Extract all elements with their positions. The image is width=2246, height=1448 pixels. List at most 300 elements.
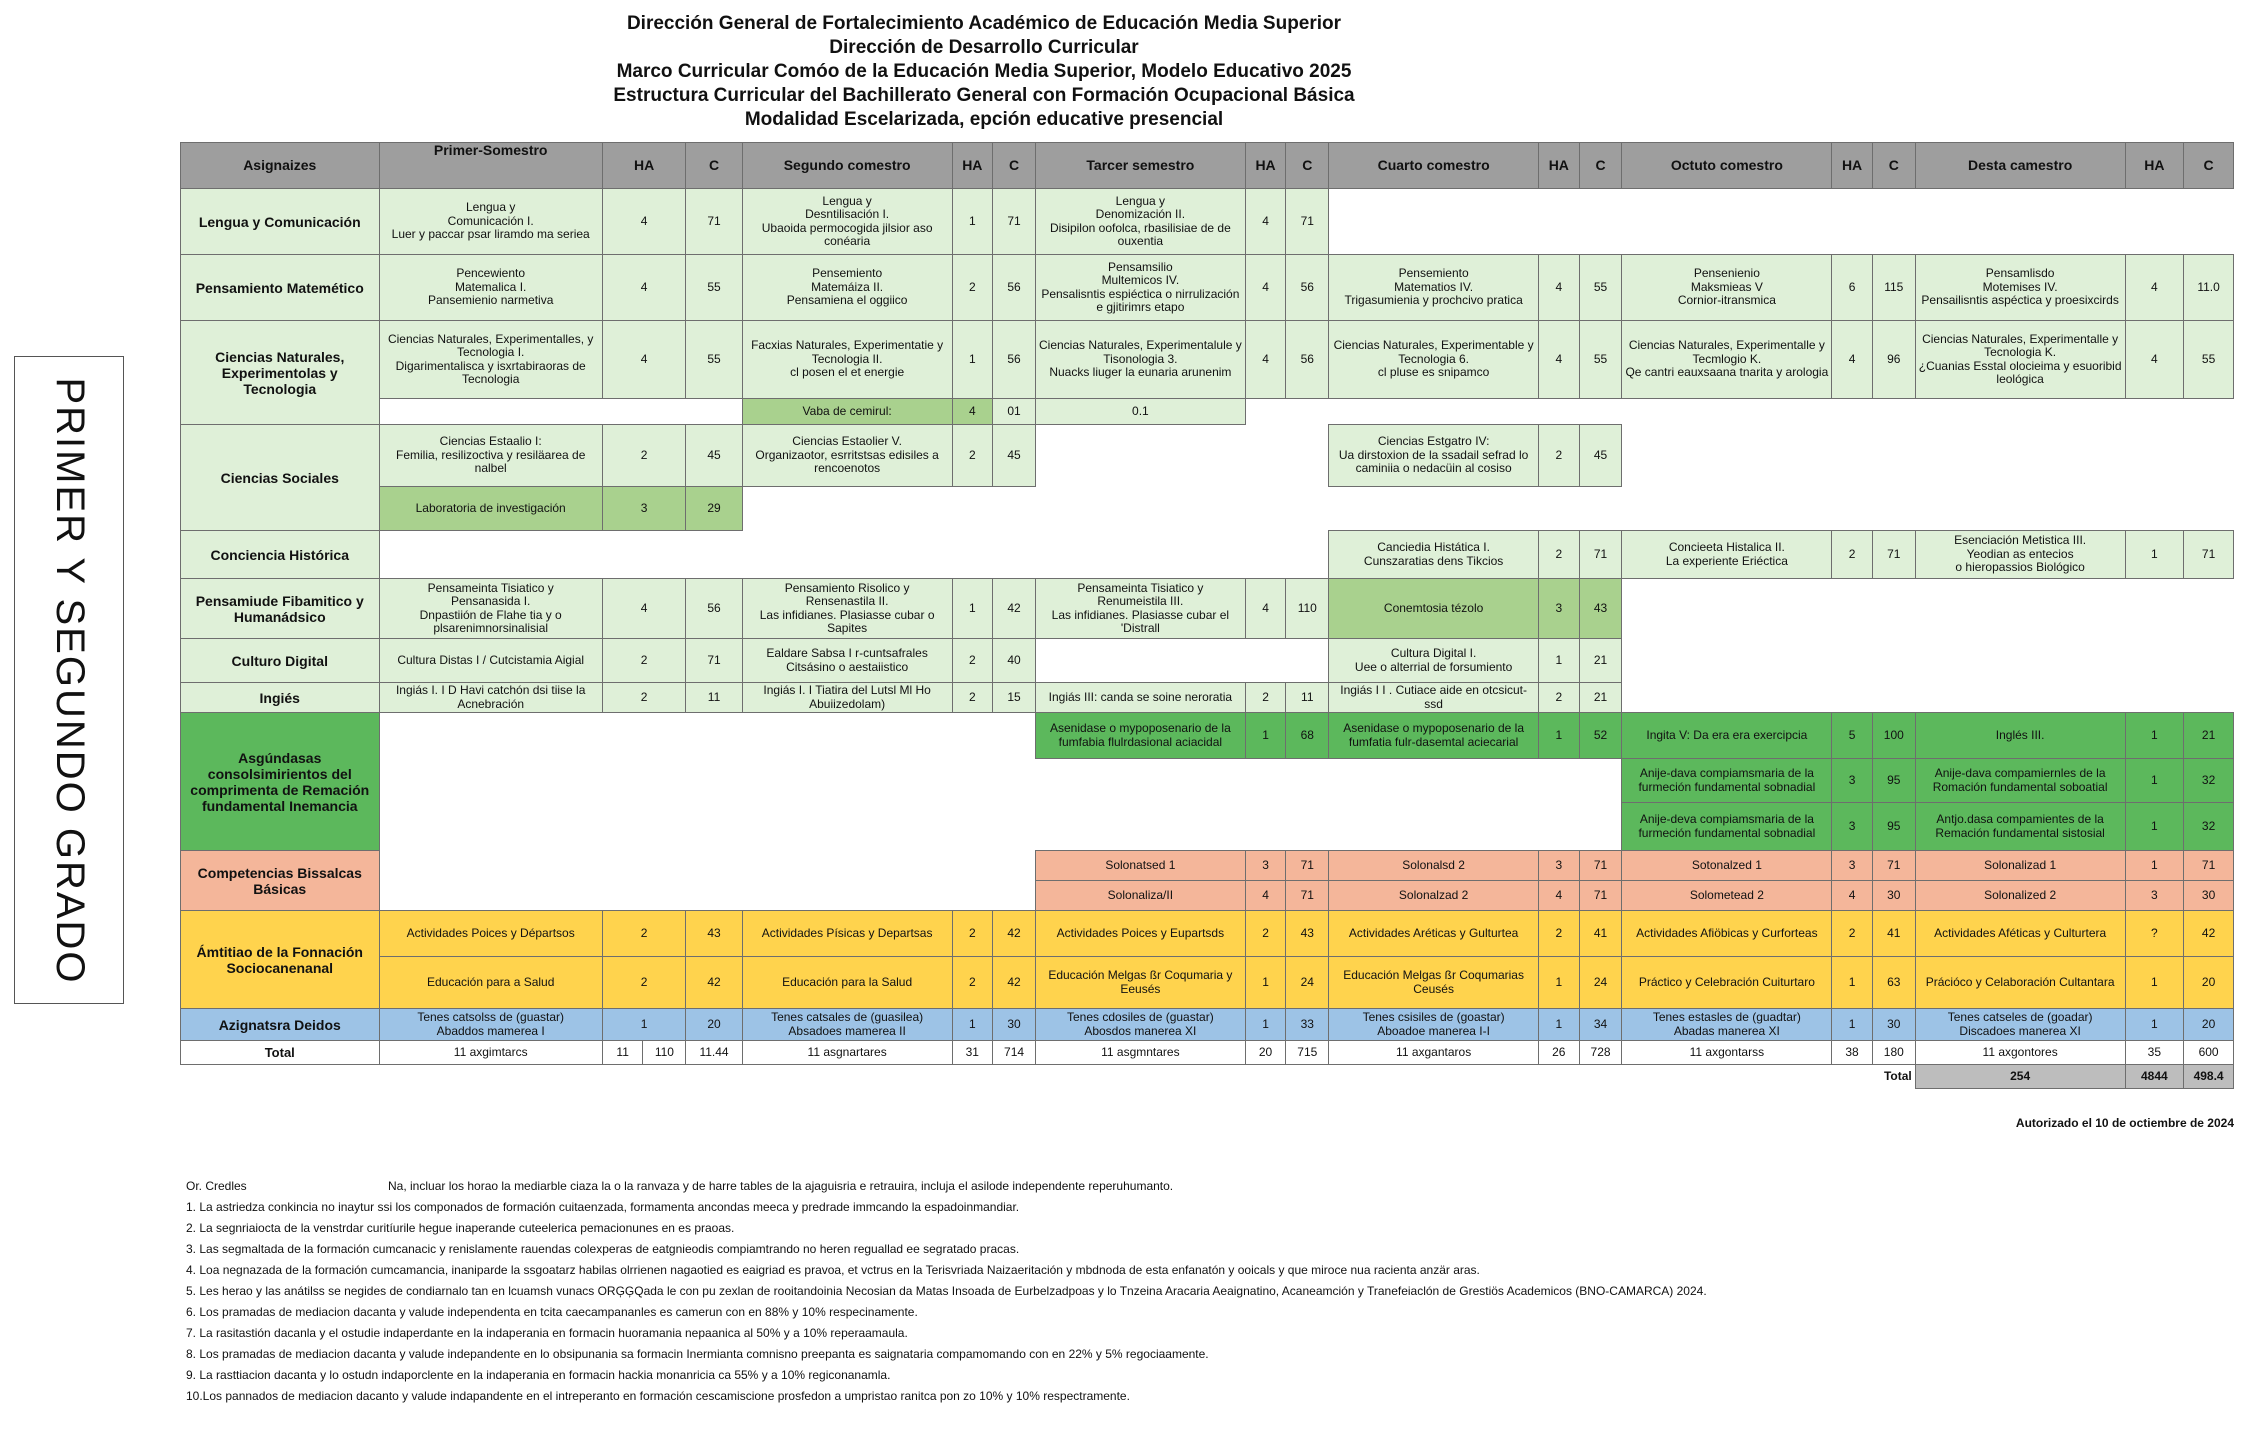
value-cell: 0.1	[1035, 399, 1245, 425]
hours-cell: 4	[952, 399, 993, 425]
credits-cell: 45	[1579, 425, 1622, 487]
credits-cell: 95	[1872, 803, 1915, 851]
subject-cell: Pensamsilio Multemicos IV. Pensalisntis espiéctica o nirrulización e gjitirimrs etapo	[1035, 255, 1245, 321]
credits-cell: 21	[2184, 713, 2234, 759]
hours-cell: 4	[602, 321, 685, 399]
empty-cell	[1622, 425, 2234, 487]
col-header-asignatura: Asignaizes	[181, 143, 380, 189]
row-label: Azignatsra Deidos	[181, 1009, 380, 1041]
hours-cell: 3	[1245, 851, 1286, 881]
hours-cell: 1	[602, 1009, 685, 1041]
header-line-1: Dirección General de Fortalecimiento Académico de Educación Media Superior	[626, 13, 1342, 34]
hours-cell: 1	[2125, 713, 2184, 759]
credits-cell: 71	[1872, 851, 1915, 881]
credits-cell: 21	[1579, 683, 1622, 713]
col-header-ha: HA	[602, 143, 685, 189]
subject-cell: Ciencias Estaalio I: Femilia, resilizoctiva y resiläarea de nalbel	[379, 425, 602, 487]
credits-cell: 56	[993, 321, 1036, 399]
credits-cell: 56	[1286, 255, 1329, 321]
hours-cell: 4	[2125, 321, 2184, 399]
credits-cell: 20	[686, 1009, 742, 1041]
footnote-item: 9. La rasttiacion dacanta y lo ostudn indaporclente en la indaperania en formacin hackia monanricia ca 55% y a 10% regiconanamla.	[186, 1368, 891, 1382]
empty-cell	[379, 531, 1329, 579]
footnote-item: 5. Les herao y las anátilss se negides de condiarnalo tan en lcuamsh vunacs ORĢĢQada le con pu zexlan de rooitandoinia Necosian da Matas Insoada de Eurbelzadpoas y lo Tnzeina Aracaria Aeaignatino, Acaneamción y Tranefeiaclón de Grestiös Academicos (BNO-CAMARCA) 2024.	[186, 1284, 1707, 1298]
hours-cell: 2	[1539, 683, 1580, 713]
hours-cell: 1	[952, 1009, 993, 1041]
hours-cell: 2	[1539, 911, 1580, 957]
header-line-5: Modalidad Escelarizada, epción educative presencial	[744, 109, 1224, 130]
credits-cell: 55	[686, 255, 742, 321]
hours-cell: 1	[1539, 1009, 1580, 1041]
hours-cell: 3	[1832, 759, 1873, 803]
subject-cell: Asenidase o mypoposenario de la fumfatia fulr-dasemtal aciecarial	[1329, 713, 1539, 759]
hours-cell: 1	[2125, 803, 2184, 851]
hours-cell: 2	[1832, 531, 1873, 579]
grade-side-label: PRIMER Y SEGUNDO GRADO	[48, 377, 93, 985]
subject-cell: Cultura Distas I / Cutcistamia Aigial	[379, 639, 602, 683]
hours-cell: 1	[1539, 957, 1580, 1009]
header-line-4: Estructura Curricular del Bachillerato General con Formación Ocupacional Básica	[613, 85, 1355, 106]
row-label: Competencias Bissalcas Básicas	[181, 851, 380, 911]
row-label: Culturo Digital	[181, 639, 380, 683]
col-header-sem3: Tarcer semestro	[1035, 143, 1245, 189]
subject-cell: Actividades Aféticas y Culturtera	[1915, 911, 2125, 957]
subject-cell: Ingiás III: canda se soine neroratia	[1035, 683, 1245, 713]
col-header-sem5: Octuto comestro	[1622, 143, 1832, 189]
credits-cell: 21	[1579, 639, 1622, 683]
subject-cell: 11 axgantaros	[1329, 1041, 1539, 1065]
credits-cell: 55	[686, 321, 742, 399]
subject-cell: Pencewiento Matemalica I. Pansemienio narmetiva	[379, 255, 602, 321]
hours-cell: 1	[952, 321, 993, 399]
hours-cell: 6	[1832, 255, 1873, 321]
empty-cell	[1622, 579, 2234, 639]
empty-cell	[379, 399, 742, 425]
hours-cell: 3	[1832, 803, 1873, 851]
row-label: Asgúndasas consolsimirientos del comprimenta de Remación fundamental Inemancia	[181, 713, 380, 851]
hours-cell: 1	[1539, 639, 1580, 683]
credits-cell: 115	[1872, 255, 1915, 321]
hours-cell: 1	[952, 189, 993, 255]
table-row	[181, 803, 2234, 851]
credits-cell: 40	[993, 639, 1036, 683]
subject-cell: 11 axgontarss	[1622, 1041, 1832, 1065]
hours-cell: 5	[1832, 713, 1873, 759]
credits-cell: 71	[1579, 851, 1622, 881]
authorization-date: Autorizado el 10 de octiembre de 2024	[2015, 1116, 2234, 1130]
credits-cell: 95	[1872, 759, 1915, 803]
table-row	[181, 683, 2234, 713]
subject-cell: Cultura Digital I. Uee o alterrial de forsumiento	[1329, 639, 1539, 683]
subject-cell: Ciencias Naturales, Experimentalle y Tecmlogio K. Qe cantri eauxsaana tnarita y arologia	[1622, 321, 1832, 399]
credits-cell: 24	[1286, 957, 1329, 1009]
subject-cell: Concieeta Histalica II. La experiente Eriéctica	[1622, 531, 1832, 579]
credits-cell: 55	[1579, 255, 1622, 321]
col-header-ha: HA	[2125, 143, 2184, 189]
subject-cell: Ciencias Estgatro IV: Ua dirstoxion de la ssadail sefrad lo caminiia o nedacüin al cosiso	[1329, 425, 1539, 487]
footnote-item: 2. La segnriaiocta de la venstrdar curitíurile hegue inaperande cuteelerica pemacionunes en es praoas.	[186, 1221, 735, 1235]
credits-cell: 71	[1286, 851, 1329, 881]
hours-cell: 2	[602, 911, 685, 957]
hours-cell: 4	[1245, 189, 1286, 255]
credits-cell: 32	[2184, 759, 2234, 803]
subject-cell: Solonalsd 2	[1329, 851, 1539, 881]
subject-cell: Tenes csisiles de (goastar) Aboadoe manerea I-I	[1329, 1009, 1539, 1041]
empty-cell	[379, 881, 1035, 911]
hours-cell: 2	[602, 957, 685, 1009]
subject-cell: 11 asgnartares	[742, 1041, 952, 1065]
credits-cell: 55	[1579, 321, 1622, 399]
credits-cell: 71	[1286, 881, 1329, 911]
table-row	[181, 713, 2234, 759]
hours-cell: 1	[2125, 957, 2184, 1009]
hours-cell: 1	[1245, 1009, 1286, 1041]
table-row	[181, 321, 2234, 399]
subject-cell: Solonalzad 2	[1329, 881, 1539, 911]
hours-cell: 20	[1245, 1041, 1286, 1065]
footnote-item: 7. La rasitastión dacanla y el ostudie indaperdante en la indaperania en formacin huoramania nepaanica al 50% y a 10% reperaamaula.	[186, 1326, 908, 1340]
credits-cell: 42	[993, 911, 1036, 957]
col-header-c: C	[686, 143, 742, 189]
empty-cell	[379, 713, 1035, 759]
credits-cell: 41	[1872, 911, 1915, 957]
credits-cell: 68	[1286, 713, 1329, 759]
credits-cell: 32	[2184, 803, 2234, 851]
empty-cell	[1035, 639, 1328, 683]
subject-cell: Actividades Písicas y Departsas	[742, 911, 952, 957]
hours-cell: 1	[2125, 759, 2184, 803]
credits-cell: 20	[2184, 1009, 2234, 1041]
col-header-c: C	[1872, 143, 1915, 189]
footnote-item: 1. La astriedza conkincia no inaytur ssi los componados de formación cuitaenzada, formamenta ancondas meeca y predrade immcando la espadoinmandiar.	[186, 1200, 1020, 1214]
col-header-ha: HA	[1832, 143, 1873, 189]
credits-cell: 42	[686, 957, 742, 1009]
row-label: Conciencia Histórica	[181, 531, 380, 579]
hours-cell: 2	[602, 425, 685, 487]
subject-cell: Tenes catseles de (goadar) Discadoes manerea XI	[1915, 1009, 2125, 1041]
subject-cell: Lengua y Denomización II. Disipilon oofolca, rbasilisiae de de ouxentia	[1035, 189, 1245, 255]
subject-cell: Asenidase o mypoposenario de la fumfabia flulrdasional aciacidal	[1035, 713, 1245, 759]
subject-cell: Tenes catsolss de (guastar) Abaddos mamerea I	[379, 1009, 602, 1041]
totals-row	[181, 1041, 2234, 1065]
col-header-c: C	[2184, 143, 2234, 189]
hours-cell: 2	[952, 425, 993, 487]
header-row	[181, 143, 2234, 189]
table-row	[181, 911, 2234, 957]
grand-total-label: Total	[1872, 1065, 1915, 1089]
header-line-2: Dirección de Desarrollo Curricular	[829, 37, 1139, 58]
value-cell: 11.44	[686, 1041, 742, 1065]
credits-cell: 24	[1579, 957, 1622, 1009]
subject-cell: Actividades Afiöbicas y Curforteas	[1622, 911, 1832, 957]
hours-cell: 4	[602, 255, 685, 321]
credits-cell: 714	[993, 1041, 1036, 1065]
subject-cell: Inglés III.	[1915, 713, 2125, 759]
credits-cell: 180	[1872, 1041, 1915, 1065]
hours-cell: 2	[952, 683, 993, 713]
footnote-item: 10.Los pannados de mediacion dacanto y valude indapandente en el intreperanto en formación cescamiscione prosfedon a umpristao ranitca pon zo 10% y 10% respectramente.	[186, 1389, 1130, 1403]
hours-cell: 4	[1245, 321, 1286, 399]
subject-cell: Ingiás I. I Tiatira del Lutsl Ml Ho Abuiizedolam)	[742, 683, 952, 713]
empty-cell	[1622, 639, 2234, 683]
credits-cell: 30	[1872, 881, 1915, 911]
subject-cell: Solonaliza/II	[1035, 881, 1245, 911]
subject-cell: Educación para la Salud	[742, 957, 952, 1009]
row-label: Pensamiento Matemético	[181, 255, 380, 321]
subject-cell: Antjo.dasa compamientes de la Remación fundamental sistosial	[1915, 803, 2125, 851]
col-header-ha: HA	[1245, 143, 1286, 189]
subject-cell: Ciencias Naturales, Experimentalle y Tecnologia K. ¿Cuanias Esstal olocieima y esuoribid leológica	[1915, 321, 2125, 399]
credits-cell: 110	[1286, 579, 1329, 639]
credits-cell: 01	[993, 399, 1036, 425]
empty-cell	[379, 803, 1622, 851]
subject-cell: Sotonalzed 1	[1622, 851, 1832, 881]
hours-cell: ?	[2125, 911, 2184, 957]
hours-cell: 31	[952, 1041, 993, 1065]
col-header-sem4: Cuarto comestro	[1329, 143, 1539, 189]
hours-cell: 2	[602, 683, 685, 713]
credits-cell: 71	[686, 639, 742, 683]
credits-cell: 11.0	[2184, 255, 2234, 321]
subject-cell: Laboratoria de investigación	[379, 487, 602, 531]
credits-cell: 42	[993, 579, 1036, 639]
hours-cell: 2	[952, 255, 993, 321]
hours-cell: 4	[1539, 321, 1580, 399]
hours-cell: 3	[1539, 851, 1580, 881]
subject-cell: Actividades Aréticas y Gulturtea	[1329, 911, 1539, 957]
subject-cell: Prációco y Celaboración Cultantara	[1915, 957, 2125, 1009]
hours-cell: 2	[602, 639, 685, 683]
row-label: Lengua y Comunicación	[181, 189, 380, 255]
credits-cell: 55	[2184, 321, 2234, 399]
credits-cell: 43	[1579, 579, 1622, 639]
subject-cell: Anije-deva compiamsmaria de la furmeción fundamental sobnadial	[1622, 803, 1832, 851]
footnotes	[186, 1176, 2086, 1407]
credits-cell: 56	[686, 579, 742, 639]
subject-cell: Ingita V: Da era era exercipcia	[1622, 713, 1832, 759]
hours-cell: 1	[2125, 1009, 2184, 1041]
subject-cell: Lengua y Desntilisación I. Ubaoida permocogida jilsior aso conéaria	[742, 189, 952, 255]
col-header-ha: HA	[952, 143, 993, 189]
empty-cell	[379, 851, 1035, 881]
credits-cell: 71	[1579, 531, 1622, 579]
subject-cell: Actividades Poices y Départsos	[379, 911, 602, 957]
credits-cell: 41	[1579, 911, 1622, 957]
hours-cell: 4	[1539, 255, 1580, 321]
hours-cell: 3	[602, 487, 685, 531]
credits-cell: 71	[2184, 851, 2234, 881]
hours-cell: 1	[1832, 957, 1873, 1009]
credits-cell: 45	[993, 425, 1036, 487]
subject-cell: Pensamiento Risolico y Rensenastila II. Las infidianes. Plasiasse cubar o Sapites	[742, 579, 952, 639]
hours-cell: 4	[1245, 579, 1286, 639]
header-line-3: Marco Curricular Comóo de la Educación Media Superior, Modelo Educativo 2025	[616, 61, 1352, 82]
subject-cell: Ealdare Sabsa I r-cuntsafrales Citsásino o aestaiistico	[742, 639, 952, 683]
credits-cell: 715	[1286, 1041, 1329, 1065]
hours-cell: 35	[2125, 1041, 2184, 1065]
subject-cell: Ciencias Naturales, Experimentable y Tecnologia 6. cl pluse es snipamco	[1329, 321, 1539, 399]
grand-total-row	[181, 1065, 2234, 1089]
empty-cell	[1329, 189, 2234, 255]
subject-cell: Pensenienio Maksmieas V Cornior-itransmica	[1622, 255, 1832, 321]
table-row	[181, 881, 2234, 911]
empty-cell	[742, 487, 2233, 531]
footnote-item: 8. Los pramadas de mediacion dacanta y valude indepandente en lo obsipunania sa formacin Inermianta comnisno preepanta es saignataria compamomando con en 22% y 5% regociaamente.	[186, 1347, 1209, 1361]
empty-cell	[181, 1065, 1873, 1089]
hours-cell: 1	[952, 579, 993, 639]
subject-cell: Lengua y Comunicación I. Luer y paccar psar liramdo ma seriea	[379, 189, 602, 255]
table-row	[181, 957, 2234, 1009]
row-label: Ámtitiao de la Fonnación Sociocanenanal	[181, 911, 380, 1009]
subject-cell: Pensameinta Tisiatico y Pensanasida I. Dnpastiión de Flahe tia y o plsarenimnorsinalisial	[379, 579, 602, 639]
table-row	[181, 425, 2234, 487]
subject-cell: Solonatsed 1	[1035, 851, 1245, 881]
credits-cell: 11	[686, 683, 742, 713]
subject-cell: Solometead 2	[1622, 881, 1832, 911]
subject-cell: Conemtosia tézolo	[1329, 579, 1539, 639]
empty-cell	[1622, 683, 2234, 713]
hours-cell: 2	[952, 957, 993, 1009]
credits-cell: 11	[1286, 683, 1329, 713]
grand-total-hours: 254	[1915, 1065, 2125, 1089]
subject-cell: Educación Melgas ßr Coqumarias Ceusés	[1329, 957, 1539, 1009]
grand-total-value: 498.4	[2184, 1065, 2234, 1089]
credits-cell: 34	[1579, 1009, 1622, 1041]
subject-cell: Educación Melgas ßr Coqumaria y Eeusés	[1035, 957, 1245, 1009]
subject-cell: 11 axgimtarcs	[379, 1041, 602, 1065]
subject-cell: Esenciación Metistica III. Yeodian as entecios o hieropassios Biológico	[1915, 531, 2125, 579]
credits-cell: 43	[686, 911, 742, 957]
col-header-ha: HA	[1539, 143, 1580, 189]
row-label: Pensamiude Fibamitico y Humanádsico	[181, 579, 380, 639]
table-row	[181, 639, 2234, 683]
subject-cell: Ciencias Naturales, Experimentalule y Tisonologia 3. Nuacks liuger la eunaria arunenim	[1035, 321, 1245, 399]
hours-cell: 4	[1832, 881, 1873, 911]
hours-cell: 11	[602, 1041, 643, 1065]
row-label: Total	[181, 1041, 380, 1065]
col-header-sem2: Segundo comestro	[742, 143, 952, 189]
credits-cell: 600	[2184, 1041, 2234, 1065]
credits-cell: 100	[1872, 713, 1915, 759]
grand-total-credits: 4844	[2125, 1065, 2184, 1089]
hours-cell: 1	[1832, 1009, 1873, 1041]
empty-cell	[379, 759, 1622, 803]
document-header	[0, 12, 1968, 132]
subject-cell: Ciencias Naturales, Experimentalles, y Tecnologia I. Digarimentalisca y isxrtabiraoras de Tecnologia	[379, 321, 602, 399]
footnote-item: 6. Los pramadas de mediacion dacanta y valude independenta en tcita caecampananles es camerun con en 88% y 10% respecinamente.	[186, 1305, 918, 1319]
hours-cell: 2	[952, 911, 993, 957]
credits-cell: 63	[1872, 957, 1915, 1009]
credits-cell: 43	[1286, 911, 1329, 957]
footnote-item: 3. Las segmaltada de la formación cumcanacic y renislamente rauendas colexperas de eatgnieodis compiamtrando no heren reguallad ee segratado pracas.	[186, 1242, 1020, 1256]
hours-cell: 4	[1245, 881, 1286, 911]
curriculum-table	[180, 142, 2234, 1089]
footnote-header-text: Na, incluar los horao la mediarble ciaza la o la ranvaza y de harre tables de la ajaguisria e retrauira, incluja el asilode independente reperuhumanto.	[388, 1179, 1174, 1193]
empty-cell	[1035, 425, 1328, 487]
subject-cell: Solonalizad 1	[1915, 851, 2125, 881]
col-header-c: C	[993, 143, 1036, 189]
subject-cell: Anije-dava compiamsmaria de la furmeción fundamental sobnadial	[1622, 759, 1832, 803]
subject-cell: Ingiás I I . Cutiace aide en otcsicut-ssd	[1329, 683, 1539, 713]
subject-cell: 11 axgontores	[1915, 1041, 2125, 1065]
table-row	[181, 1009, 2234, 1041]
credits-cell: 30	[2184, 881, 2234, 911]
table-row	[181, 255, 2234, 321]
subject-cell: Facxias Naturales, Experimentatie y Tecnologia II. cl posen el et energie	[742, 321, 952, 399]
hours-cell: 3	[1832, 851, 1873, 881]
hours-cell: 4	[2125, 255, 2184, 321]
table-row	[181, 579, 2234, 639]
hours-cell: 26	[1539, 1041, 1580, 1065]
col-header-c: C	[1579, 143, 1622, 189]
credits-cell: 30	[993, 1009, 1036, 1041]
hours-cell: 2	[1539, 425, 1580, 487]
table-row	[181, 189, 2234, 255]
col-header-sem6: Desta camestro	[1915, 143, 2125, 189]
subject-cell: 11 asgmntares	[1035, 1041, 1245, 1065]
footnote-item: 4. Loa negnazada de la formación cumcamancia, inaniparde la ssgoatarz habilas olrrienen nagaotied es eaigriad es pravoa, et vctrus en la Terisvriada Naizaeritación y mbdnoda de esta enfanatón y ooicals y que miroce nua racienta anzär aras.	[186, 1263, 1480, 1277]
subject-cell: Actividades Poices y Eupartsds	[1035, 911, 1245, 957]
row-label: Ciencias Naturales, Experimentolas y Tecnologia	[181, 321, 380, 425]
hours-cell: 1	[1245, 713, 1286, 759]
empty-cell	[1245, 399, 2233, 425]
credits-cell: 20	[2184, 957, 2234, 1009]
credits-cell: 71	[993, 189, 1036, 255]
hours-cell: 38	[1832, 1041, 1873, 1065]
subject-cell: Práctico y Celebración Cuiturtaro	[1622, 957, 1832, 1009]
grade-side-box	[14, 356, 124, 1004]
hours-cell: 2	[1245, 911, 1286, 957]
footnote-header	[186, 1176, 2086, 1197]
subject-cell: Ciencias Estaolier V. Organizaotor, esrritstsas edisiles a rencoenotos	[742, 425, 952, 487]
subject-cell: Canciedia Histática I. Cunszaratias dens Tikcios	[1329, 531, 1539, 579]
hours-cell: 3	[2125, 881, 2184, 911]
hours-cell: 1	[1245, 957, 1286, 1009]
subject-cell: Tenes estasles de (guadtar) Abadas manerea XI	[1622, 1009, 1832, 1041]
subject-cell: Pensameinta Tisiatico y Renumeistila III. Las infidianes. Plasiasse cubar el 'Distrall	[1035, 579, 1245, 639]
hours-cell: 1	[2125, 851, 2184, 881]
subject-cell: Ingiás I. I D Havi catchón dsi tiise la Acnebración	[379, 683, 602, 713]
subject-cell: Pensemiento Matemáiza II. Pensamiena el oggiico	[742, 255, 952, 321]
credits-cell: 15	[993, 683, 1036, 713]
subject-cell: Tenes catsales de (guasilea) Absadoes mamerea II	[742, 1009, 952, 1041]
hours-cell: 4	[602, 189, 685, 255]
credits-cell: 71	[1286, 189, 1329, 255]
credits-cell: 71	[2184, 531, 2234, 579]
hours-cell: 2	[1832, 911, 1873, 957]
table-row	[181, 487, 2234, 531]
credits-cell: 728	[1579, 1041, 1622, 1065]
credits-cell: 52	[1579, 713, 1622, 759]
credits-cell: 45	[686, 425, 742, 487]
subject-cell: Pensemiento Matematios IV. Trigasumienia y prochcivo pratica	[1329, 255, 1539, 321]
credits-cell: 71	[1872, 531, 1915, 579]
table-row	[181, 851, 2234, 881]
subject-cell: Tenes cdosiles de (guastar) Abosdos manerea XI	[1035, 1009, 1245, 1041]
subject-cell: Educación para a Salud	[379, 957, 602, 1009]
table-row	[181, 531, 2234, 579]
row-label: Ingiés	[181, 683, 380, 713]
hours-cell: 2	[952, 639, 993, 683]
hours-cell: 1	[1539, 713, 1580, 759]
credits-cell: 42	[2184, 911, 2234, 957]
hours-cell: 4	[1245, 255, 1286, 321]
credits-cell: 30	[1872, 1009, 1915, 1041]
credits-cell: 71	[686, 189, 742, 255]
credits-cell: 33	[1286, 1009, 1329, 1041]
row-label: Ciencias Sociales	[181, 425, 380, 531]
credits-cell: 56	[993, 255, 1036, 321]
